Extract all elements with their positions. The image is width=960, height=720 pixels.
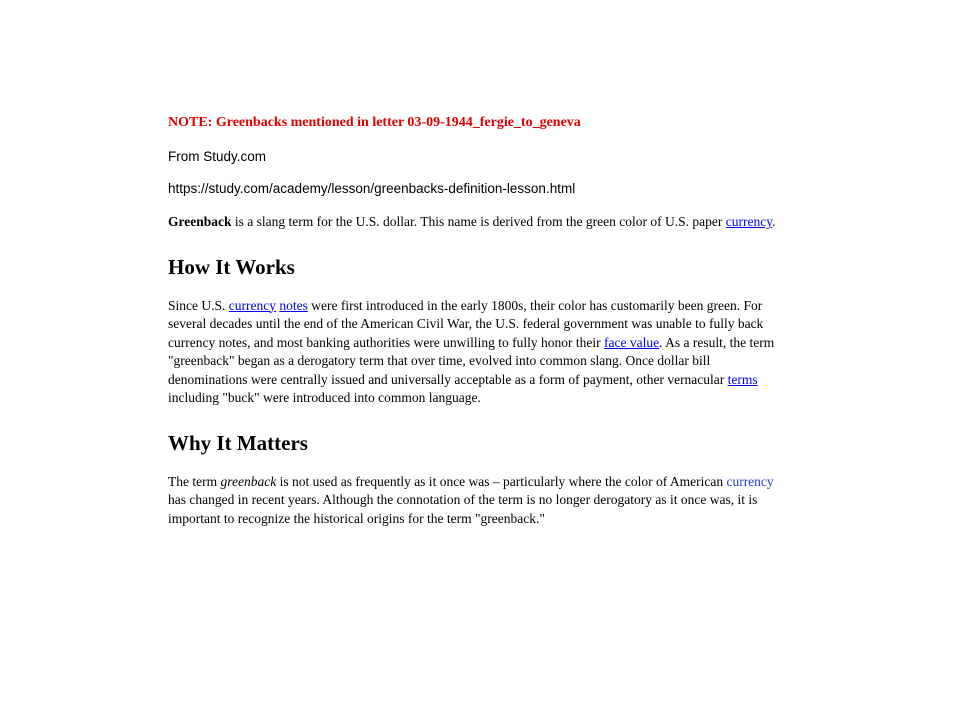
source-url: https://study.com/academy/lesson/greenbacks-definition-lesson.html (168, 181, 576, 196)
why-text-1: The term (168, 473, 221, 489)
why-text-2: is not used as frequently as it once was – particularly where the color of American (276, 473, 727, 489)
how-text-4: including "buck" were introduced into common language. (168, 390, 481, 405)
link-face-value[interactable]: face value (604, 334, 660, 350)
currency-blue-text: currency (726, 473, 774, 489)
intro-paragraph (168, 213, 792, 232)
term-greenback: Greenback (168, 214, 232, 229)
note-line: NOTE: Greenbacks mentioned in letter 03-09-1944_fergie_to_geneva (168, 115, 581, 130)
intro-text-2: . (772, 214, 776, 229)
link-notes[interactable]: notes (279, 297, 308, 313)
source-line: From Study.com (168, 149, 267, 164)
how-text-3: . As a result, the term "greenback" began as a derogatory term that over time, evolved into common slang. Once dollar bill denominations were centrally issued and universally acceptable as a form of payment, other vernacular (168, 334, 775, 387)
why-it-matters-paragraph (168, 473, 792, 529)
document-page (168, 114, 792, 528)
heading-why-it-matters: Why It Matters (168, 430, 308, 455)
intro-text-1: is a slang term for the U.S. dollar. This name is derived from the green color of U.S. paper (231, 214, 726, 229)
how-text-2: were first introduced in the early 1800s, their color has customarily been green. For several decades until the end of the American Civil War, the U.S. federal government was unable to fully back currency notes, and most banking authorities were unwilling to fully honor their (168, 297, 764, 350)
how-text-1: Since U.S. (168, 297, 229, 313)
heading-how-it-works: How It Works (168, 254, 295, 279)
link-currency-intro[interactable]: currency (725, 214, 773, 229)
why-text-3: has changed in recent years. Although the connotation of the term is no longer derogatory as it once was, it is important to recognize the historical origins for the term "greenback." (168, 492, 758, 526)
link-currency[interactable]: currency (228, 297, 276, 313)
how-it-works-paragraph (168, 297, 792, 408)
term-greenback-italic: greenback (220, 473, 277, 489)
link-terms[interactable]: terms (727, 371, 758, 387)
